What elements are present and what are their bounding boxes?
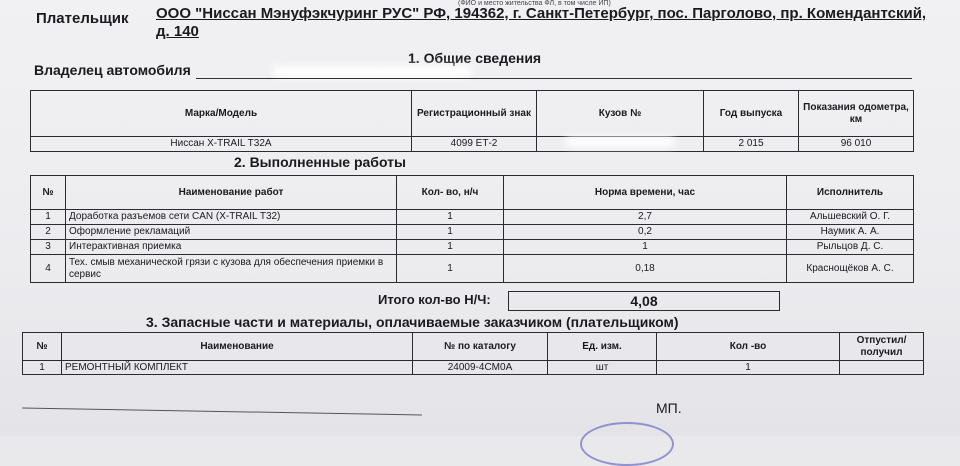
table-row [23, 361, 924, 375]
section3-title: 3. Запасные части и материалы, оплачиваемые заказчиком (плательщиком) [146, 314, 679, 330]
vehicle-table [30, 90, 914, 152]
parts-header-qty: Кол -во [657, 333, 840, 361]
works-cell: 1 [31, 210, 66, 225]
works-cell: 2 [31, 225, 66, 240]
fio-note: (ФИО и место жительства ФЛ, в том числе ИП) [458, 0, 611, 7]
works-cell: Краснощёков А. С. [787, 255, 914, 283]
works-cell: 0,18 [504, 255, 787, 283]
works-header-name: Наименование работ [66, 176, 397, 210]
works-cell: Рыльцов Д. С. [787, 240, 914, 255]
redacted-owner [272, 66, 472, 78]
vehicle-header-body: Кузов № [537, 91, 704, 137]
parts-header-unit: Ед. изм. [548, 333, 657, 361]
works-cell: 1 [504, 240, 787, 255]
vehicle-year: 2 015 [704, 137, 799, 152]
works-cell: Тех. смыв механической грязи с кузова для обеспечения приемки в сервис [66, 255, 397, 283]
works-cell: Оформление рекламаций [66, 225, 397, 240]
works-cell: 1 [397, 240, 504, 255]
redacted-body-number [565, 137, 675, 147]
parts-cell: шт [548, 361, 657, 375]
parts-cell [840, 361, 924, 375]
works-header-qty: Кол- во, н/ч [397, 176, 504, 210]
works-cell: Интерактивная приемка [66, 240, 397, 255]
vehicle-reg: 4099 ЕТ-2 [412, 137, 537, 152]
works-cell: Доработка разъемов сети CAN (X-TRAIL T32) [66, 210, 397, 225]
vehicle-header-model: Марка/Модель [31, 91, 412, 137]
works-header-no: № [31, 176, 66, 210]
vehicle-odometer: 96 010 [799, 137, 914, 152]
works-header-norm: Норма времени, час [504, 176, 787, 210]
table-row [31, 210, 914, 225]
owner-underline [196, 78, 912, 79]
parts-header-no: № [23, 333, 62, 361]
works-cell: 2,7 [504, 210, 787, 225]
vehicle-model: Ниссан X-TRAIL T32A [31, 137, 412, 152]
signature-line [22, 408, 422, 416]
parts-header-name: Наименование [62, 333, 413, 361]
parts-cell: РЕМОНТНЫЙ КОМПЛЕКТ [62, 361, 413, 375]
works-cell: Наумик А. А. [787, 225, 914, 240]
owner-label: Владелец автомобиля [34, 62, 191, 78]
vehicle-header-year: Год выпуска [704, 91, 799, 137]
vehicle-header-reg: Регистрационный знак [412, 91, 537, 137]
works-header-executor: Исполнитель [787, 176, 914, 210]
table-row [31, 240, 914, 255]
parts-table [22, 332, 924, 375]
payer-value-line2: д. 140 [156, 23, 199, 40]
works-cell: 0,2 [504, 225, 787, 240]
vehicle-body [537, 137, 704, 152]
works-cell: Альшевский О. Г. [787, 210, 914, 225]
vehicle-header-odometer: Показания одометра, км [799, 91, 914, 137]
payer-value-line1: ООО "Ниссан Мэнуфэкчуринг РУС" РФ, 194362, г. Санкт-Петербург, пос. Парголово, пр. Комендантский, [156, 5, 927, 22]
works-cell: 3 [31, 240, 66, 255]
parts-header-catalog: № по каталогу [413, 333, 548, 361]
stamp-mark [580, 422, 674, 466]
payer-label: Плательщик [36, 10, 129, 27]
parts-cell: 24009-4CM0A [413, 361, 548, 375]
works-cell: 1 [397, 210, 504, 225]
section2-title: 2. Выполненные работы [234, 154, 406, 170]
stamp-place-label: МП. [656, 400, 682, 416]
parts-cell: 1 [657, 361, 840, 375]
works-cell: 4 [31, 255, 66, 283]
works-table [30, 175, 914, 283]
table-row [31, 225, 914, 240]
parts-cell: 1 [23, 361, 62, 375]
section1-title: 1. Общие сведения [408, 50, 542, 66]
total-label: Итого кол-во Н/Ч: [378, 292, 491, 307]
total-value: 4,08 [508, 291, 780, 311]
works-cell: 1 [397, 225, 504, 240]
table-row [31, 255, 914, 283]
parts-header-issued: Отпустил/ получил [840, 333, 924, 361]
works-cell: 1 [397, 255, 504, 283]
